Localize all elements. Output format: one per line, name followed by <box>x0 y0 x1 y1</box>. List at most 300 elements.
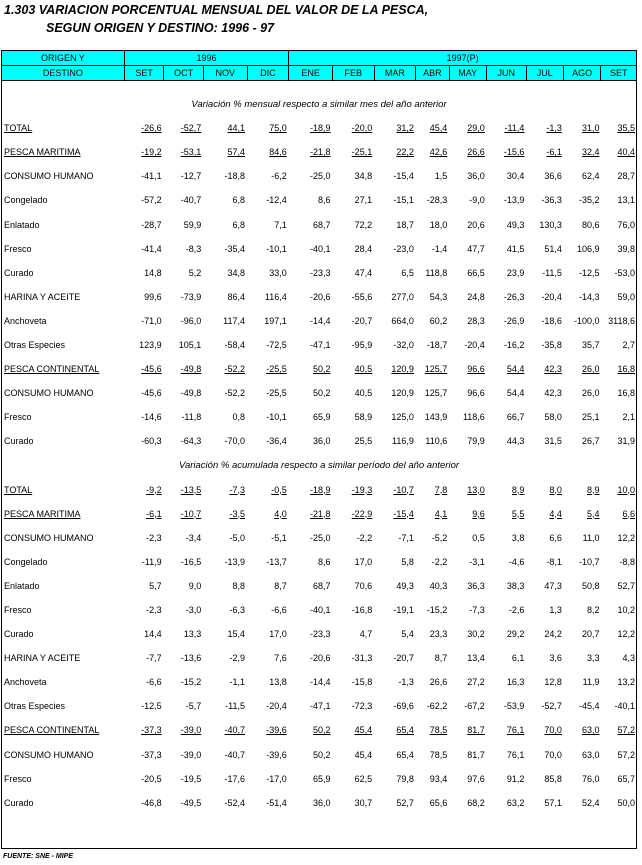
value-cell: 49,3 <box>506 219 525 230</box>
value-cell: -25,5 <box>266 388 287 399</box>
value-cell: -15,1 <box>393 195 414 206</box>
table-row <box>1 718 637 742</box>
value-cell: -11,4 <box>504 123 525 134</box>
value-cell: 50,2 <box>312 388 331 399</box>
value-cell: 40,3 <box>429 580 448 591</box>
row-label: PESCA CONTINENTAL <box>4 725 100 736</box>
value-cell: 59,9 <box>183 219 202 230</box>
table-title: 1.303 VARIACION PORCENTUAL MENSUAL DEL VALOR DE LA PESCA, <box>4 3 429 17</box>
value-cell: 51,4 <box>544 243 562 254</box>
value-cell: 24,8 <box>467 291 485 302</box>
value-cell: -40,7 <box>180 195 202 206</box>
value-cell: -3,1 <box>469 556 485 567</box>
value-cell: 81,7 <box>467 749 485 760</box>
value-cell: 57,4 <box>227 147 246 158</box>
value-cell: -13,9 <box>503 195 525 206</box>
value-cell: -36,4 <box>266 436 287 447</box>
row-label: Anchoveta <box>4 315 47 326</box>
value-cell: -11,9 <box>141 556 162 567</box>
value-cell: -15,8 <box>351 677 373 688</box>
value-cell: -18,6 <box>541 315 562 326</box>
value-cell: -41,4 <box>141 243 162 254</box>
value-cell: -26,9 <box>503 315 525 326</box>
value-cell: 3,3 <box>586 653 600 664</box>
value-cell: 65,4 <box>396 725 414 736</box>
value-cell: 12,2 <box>617 532 635 543</box>
value-cell: 0,8 <box>232 412 246 423</box>
value-cell: 84,6 <box>269 147 287 158</box>
value-cell: 8,9 <box>586 484 600 495</box>
value-cell: 2,1 <box>622 412 635 423</box>
value-cell: 63,0 <box>581 749 600 760</box>
value-cell: -9,2 <box>146 484 162 495</box>
value-cell: 664,0 <box>391 315 414 326</box>
table-row <box>1 285 637 309</box>
value-cell: -2,3 <box>146 532 162 543</box>
table-row <box>1 574 637 598</box>
table-row <box>1 188 637 212</box>
month-header: FEB <box>332 66 374 81</box>
value-cell: -6,1 <box>546 147 562 158</box>
value-cell: -3,5 <box>229 508 246 519</box>
value-cell: 7,1 <box>274 219 287 230</box>
value-cell: -25,1 <box>351 147 373 158</box>
data-table <box>1 92 637 815</box>
value-cell: 86,4 <box>227 291 246 302</box>
value-cell: 0,5 <box>472 532 485 543</box>
value-cell: 50,2 <box>312 364 331 375</box>
value-cell: 30,7 <box>354 797 373 808</box>
value-cell: 20,7 <box>581 629 600 640</box>
value-cell: 45,4 <box>429 123 448 134</box>
value-cell: 16,8 <box>617 364 635 375</box>
value-cell: 13,0 <box>467 484 485 495</box>
value-cell: -28,7 <box>141 219 162 230</box>
value-cell: 6,6 <box>622 508 635 519</box>
value-cell: -64,3 <box>180 436 202 447</box>
table-row <box>1 140 637 164</box>
value-cell: -41,1 <box>141 171 162 182</box>
value-cell: 66,5 <box>467 267 485 278</box>
value-cell: 47,3 <box>544 580 562 591</box>
value-cell: 47,7 <box>467 243 485 254</box>
value-cell: 34,8 <box>227 267 246 278</box>
value-cell: -37,3 <box>141 725 162 736</box>
value-cell: 96,6 <box>467 364 485 375</box>
row-label: Otras Especies <box>4 701 66 712</box>
table-row <box>1 743 637 767</box>
column-header <box>1 50 637 81</box>
table-row <box>1 526 637 550</box>
value-cell: -35,8 <box>541 339 562 350</box>
value-cell: 20,6 <box>467 219 485 230</box>
value-cell: 5,2 <box>188 267 202 278</box>
value-cell: -26,3 <box>503 291 525 302</box>
value-cell: 39,8 <box>617 243 635 254</box>
row-label: Fresco <box>4 243 32 254</box>
value-cell: -1,4 <box>431 243 448 254</box>
value-cell: 34,8 <box>354 171 373 182</box>
value-cell: -25,0 <box>309 532 331 543</box>
value-cell: 3,8 <box>511 532 525 543</box>
value-cell: 27,2 <box>467 677 485 688</box>
value-cell: -11,8 <box>181 412 202 423</box>
value-cell: 26,6 <box>467 147 485 158</box>
value-cell: 8,7 <box>274 580 287 591</box>
month-header: ABR <box>416 66 449 81</box>
table-row <box>1 622 637 646</box>
value-cell: 76,1 <box>506 725 525 736</box>
value-cell: -67,2 <box>464 701 485 712</box>
value-cell: 45,4 <box>354 725 373 736</box>
value-cell: 116,9 <box>392 436 414 447</box>
value-cell: -71,0 <box>141 315 162 326</box>
value-cell: -18,7 <box>426 339 448 350</box>
value-cell: 40,4 <box>617 147 635 158</box>
value-cell: 49,3 <box>396 580 414 591</box>
value-cell: -5,2 <box>431 532 448 543</box>
value-cell: -20,5 <box>141 773 162 784</box>
value-cell: -40,1 <box>309 605 331 616</box>
value-cell: -20,4 <box>541 291 562 302</box>
value-cell: -14,6 <box>141 412 162 423</box>
value-cell: -72,5 <box>266 339 287 350</box>
value-cell: 42,6 <box>429 147 448 158</box>
value-cell: 9,6 <box>472 508 485 519</box>
row-label: CONSUMO HUMANO <box>4 532 94 543</box>
value-cell: 1,3 <box>549 605 562 616</box>
value-cell: 105,1 <box>178 339 202 350</box>
month-header: NOV <box>203 66 247 81</box>
value-cell: 52,4 <box>581 797 600 808</box>
value-cell: 31,5 <box>544 436 562 447</box>
value-cell: -6,1 <box>146 508 162 519</box>
value-cell: -40,1 <box>614 701 635 712</box>
value-cell: 65,9 <box>312 412 331 423</box>
value-cell: -60,3 <box>141 436 162 447</box>
value-cell: -2,6 <box>508 605 525 616</box>
value-cell: -31,3 <box>351 653 373 664</box>
table-row <box>1 478 637 502</box>
value-cell: 62,4 <box>581 171 600 182</box>
value-cell: -49,5 <box>180 797 202 808</box>
value-cell: -1,3 <box>398 677 414 688</box>
value-cell: 17,0 <box>354 556 373 567</box>
value-cell: 58,0 <box>544 412 562 423</box>
value-cell: -6,6 <box>146 677 162 688</box>
value-cell: -95,9 <box>351 339 373 350</box>
value-cell: 38,3 <box>506 580 525 591</box>
value-cell: 52,7 <box>396 797 414 808</box>
value-cell: -73,9 <box>180 291 202 302</box>
value-cell: 12,8 <box>544 677 562 688</box>
row-label: Curado <box>4 267 34 278</box>
value-cell: -14,4 <box>309 677 331 688</box>
row-label: TOTAL <box>4 123 33 134</box>
table-row <box>1 550 637 574</box>
value-cell: 13,8 <box>269 677 287 688</box>
value-cell: -6,6 <box>271 605 287 616</box>
value-cell: 23,9 <box>506 267 525 278</box>
value-cell: -28,3 <box>426 195 448 206</box>
origin-header: ORIGEN Y <box>2 51 125 66</box>
value-cell: -40,7 <box>224 749 246 760</box>
value-cell: 36,0 <box>467 171 485 182</box>
value-cell: 8,6 <box>317 556 331 567</box>
value-cell: 97,6 <box>467 773 485 784</box>
value-cell: -16,2 <box>503 339 525 350</box>
value-cell: 93,4 <box>429 773 448 784</box>
value-cell: -6,2 <box>271 171 287 182</box>
value-cell: -10,7 <box>393 484 414 495</box>
value-cell: 30,4 <box>506 171 525 182</box>
value-cell: 125,7 <box>424 388 448 399</box>
value-cell: -52,2 <box>224 388 246 399</box>
value-cell: 42,3 <box>544 388 562 399</box>
value-cell: 79,9 <box>467 436 485 447</box>
value-cell: 65,9 <box>312 773 331 784</box>
month-header: JUN <box>486 66 526 81</box>
value-cell: 13,4 <box>467 653 485 664</box>
source-note: FUENTE: SNE - MIPE <box>3 853 74 860</box>
value-cell: 6,8 <box>232 195 246 206</box>
value-cell: 28,4 <box>354 243 373 254</box>
value-cell: -39,0 <box>180 749 202 760</box>
table-row <box>1 164 637 188</box>
value-cell: -53,9 <box>503 701 525 712</box>
row-label: Congelado <box>4 556 48 567</box>
value-cell: 29,2 <box>506 629 525 640</box>
row-label: Enlatado <box>4 219 40 230</box>
value-cell: 32,4 <box>581 147 600 158</box>
value-cell: -15,2 <box>180 677 202 688</box>
table-row <box>1 357 637 381</box>
value-cell: -12,7 <box>180 171 202 182</box>
value-cell: -20,0 <box>351 123 373 134</box>
month-header: OCT <box>164 66 204 81</box>
value-cell: -96,0 <box>180 315 202 326</box>
value-cell: -72,3 <box>351 701 373 712</box>
value-cell: 44,3 <box>506 436 525 447</box>
value-cell: -10,7 <box>180 508 202 519</box>
value-cell: -53,1 <box>180 147 202 158</box>
value-cell: 54,3 <box>429 291 448 302</box>
value-cell: 18,7 <box>396 219 414 230</box>
value-cell: 26,0 <box>581 364 600 375</box>
value-cell: 35,7 <box>581 339 600 350</box>
value-cell: -8,3 <box>185 243 202 254</box>
value-cell: 81,7 <box>467 725 485 736</box>
value-cell: 75,0 <box>269 123 287 134</box>
value-cell: 68,7 <box>312 219 331 230</box>
value-cell: 42,3 <box>544 364 562 375</box>
value-cell: 4,3 <box>622 653 635 664</box>
value-cell: 8,9 <box>511 484 525 495</box>
value-cell: -49,8 <box>180 388 202 399</box>
row-label: Otras Especies <box>4 339 66 350</box>
table-row <box>1 791 637 815</box>
value-cell: 116,4 <box>264 291 287 302</box>
value-cell: 57,2 <box>617 749 635 760</box>
year-1997-header: 1997(P) <box>289 51 637 66</box>
value-cell: -2,2 <box>431 556 448 567</box>
value-cell: 65,6 <box>429 797 448 808</box>
value-cell: 106,9 <box>576 243 600 254</box>
value-cell: 23,3 <box>429 629 448 640</box>
value-cell: 62,5 <box>354 773 373 784</box>
value-cell: 25,5 <box>354 436 373 447</box>
value-cell: 26,7 <box>581 436 600 447</box>
value-cell: 66,7 <box>506 412 525 423</box>
value-cell: -35,4 <box>224 243 246 254</box>
value-cell: -21,8 <box>309 147 331 158</box>
value-cell: -23,0 <box>393 243 414 254</box>
value-cell: -40,7 <box>224 725 246 736</box>
row-label: Anchoveta <box>4 677 47 688</box>
value-cell: 6,5 <box>401 267 414 278</box>
value-cell: 63,0 <box>581 725 600 736</box>
value-cell: 130,3 <box>539 219 562 230</box>
row-label: Fresco <box>4 773 32 784</box>
section-heading-row <box>1 92 637 116</box>
value-cell: 30,2 <box>467 629 485 640</box>
value-cell: 143,9 <box>424 412 448 423</box>
value-cell: 120,9 <box>391 388 414 399</box>
value-cell: -16,8 <box>351 605 373 616</box>
value-cell: 59,0 <box>617 291 635 302</box>
value-cell: -8,8 <box>619 556 635 567</box>
value-cell: 50,8 <box>581 580 600 591</box>
value-cell: 123,9 <box>139 339 162 350</box>
value-cell: 36,0 <box>312 436 331 447</box>
value-cell: -6,3 <box>229 605 246 616</box>
value-cell: -11,5 <box>542 267 562 278</box>
value-cell: 33,0 <box>269 267 287 278</box>
value-cell: 13,3 <box>183 629 202 640</box>
value-cell: -2,2 <box>356 532 373 543</box>
value-cell: 58,9 <box>354 412 373 423</box>
value-cell: 41,5 <box>506 243 525 254</box>
value-cell: 57,1 <box>544 797 562 808</box>
value-cell: -8,1 <box>546 556 562 567</box>
value-cell: 24,2 <box>544 629 562 640</box>
value-cell: 50,2 <box>312 749 331 760</box>
row-label: HARINA Y ACEITE <box>4 653 81 664</box>
value-cell: 27,1 <box>354 195 373 206</box>
value-cell: -15,4 <box>393 171 414 182</box>
value-cell: -49,8 <box>180 364 202 375</box>
value-cell: 8,7 <box>434 653 448 664</box>
value-cell: 28,7 <box>617 171 635 182</box>
value-cell: 110,6 <box>425 436 448 447</box>
value-cell: -14,4 <box>309 315 331 326</box>
value-cell: -45,4 <box>578 701 600 712</box>
value-cell: -21,8 <box>309 508 331 519</box>
row-label: Fresco <box>4 605 32 616</box>
value-cell: 4,4 <box>549 508 562 519</box>
value-cell: 47,4 <box>354 267 373 278</box>
value-cell: 125,0 <box>391 412 414 423</box>
row-label: CONSUMO HUMANO <box>4 171 94 182</box>
value-cell: -45,6 <box>141 388 162 399</box>
value-cell: -62,2 <box>426 701 448 712</box>
value-cell: 80,6 <box>581 219 600 230</box>
row-label: Fresco <box>4 412 32 423</box>
value-cell: -69,6 <box>393 701 414 712</box>
month-header: JUL <box>526 66 563 81</box>
value-cell: 70,6 <box>354 580 373 591</box>
value-cell: -3,0 <box>185 605 202 616</box>
value-cell: 10,2 <box>617 605 635 616</box>
value-cell: 31,2 <box>396 123 414 134</box>
value-cell: -35,2 <box>578 195 600 206</box>
value-cell: 14,8 <box>144 267 162 278</box>
month-header: MAY <box>449 66 486 81</box>
value-cell: -18,8 <box>224 171 246 182</box>
value-cell: -1,3 <box>546 123 562 134</box>
value-cell: -40,1 <box>309 243 331 254</box>
value-cell: 78,5 <box>429 725 448 736</box>
value-cell: -10,1 <box>266 243 287 254</box>
value-cell: -15,2 <box>426 605 448 616</box>
value-cell: -23,3 <box>309 629 331 640</box>
value-cell: 7,6 <box>274 653 287 664</box>
value-cell: -5,7 <box>185 701 202 712</box>
value-cell: 9,0 <box>188 580 202 591</box>
table-row <box>1 237 637 261</box>
section-heading: Variación % mensual respecto a similar mes del año anterior <box>191 98 447 110</box>
value-cell: 36,0 <box>312 797 331 808</box>
value-cell: 70,0 <box>544 725 562 736</box>
value-cell: 2,7 <box>622 339 635 350</box>
value-cell: -0,5 <box>271 484 287 495</box>
value-cell: -10,1 <box>266 412 287 423</box>
value-cell: 31,9 <box>617 436 635 447</box>
value-cell: 8,8 <box>232 580 246 591</box>
table-row <box>1 670 637 694</box>
value-cell: 15,4 <box>227 629 246 640</box>
value-cell: 118,8 <box>425 267 448 278</box>
value-cell: -25,0 <box>309 171 331 182</box>
value-cell: 10,0 <box>617 484 635 495</box>
value-cell: 40,5 <box>354 364 373 375</box>
destination-header: DESTINO <box>2 66 125 81</box>
row-label: TOTAL <box>4 484 33 495</box>
value-cell: -58,4 <box>224 339 246 350</box>
value-cell: 5,4 <box>401 629 414 640</box>
value-cell: 8,0 <box>549 484 562 495</box>
value-cell: -7,3 <box>229 484 246 495</box>
value-cell: -100,0 <box>573 315 600 326</box>
value-cell: 65,4 <box>396 749 414 760</box>
value-cell: 4,7 <box>359 629 373 640</box>
month-header: AGO <box>563 66 600 81</box>
value-cell: -26,6 <box>141 123 162 134</box>
value-cell: 85,8 <box>544 773 562 784</box>
value-cell: -7,3 <box>469 605 485 616</box>
value-cell: -22,9 <box>351 508 373 519</box>
value-cell: -32,0 <box>393 339 414 350</box>
section-heading-row <box>1 453 637 477</box>
value-cell: -13,9 <box>224 556 246 567</box>
month-header: SET <box>124 66 164 81</box>
value-cell: -36,3 <box>541 195 562 206</box>
month-header: SET <box>601 66 637 81</box>
value-cell: 40,5 <box>354 388 373 399</box>
value-cell: 1,5 <box>434 171 448 182</box>
value-cell: -20,7 <box>393 653 414 664</box>
value-cell: 5,5 <box>511 508 525 519</box>
